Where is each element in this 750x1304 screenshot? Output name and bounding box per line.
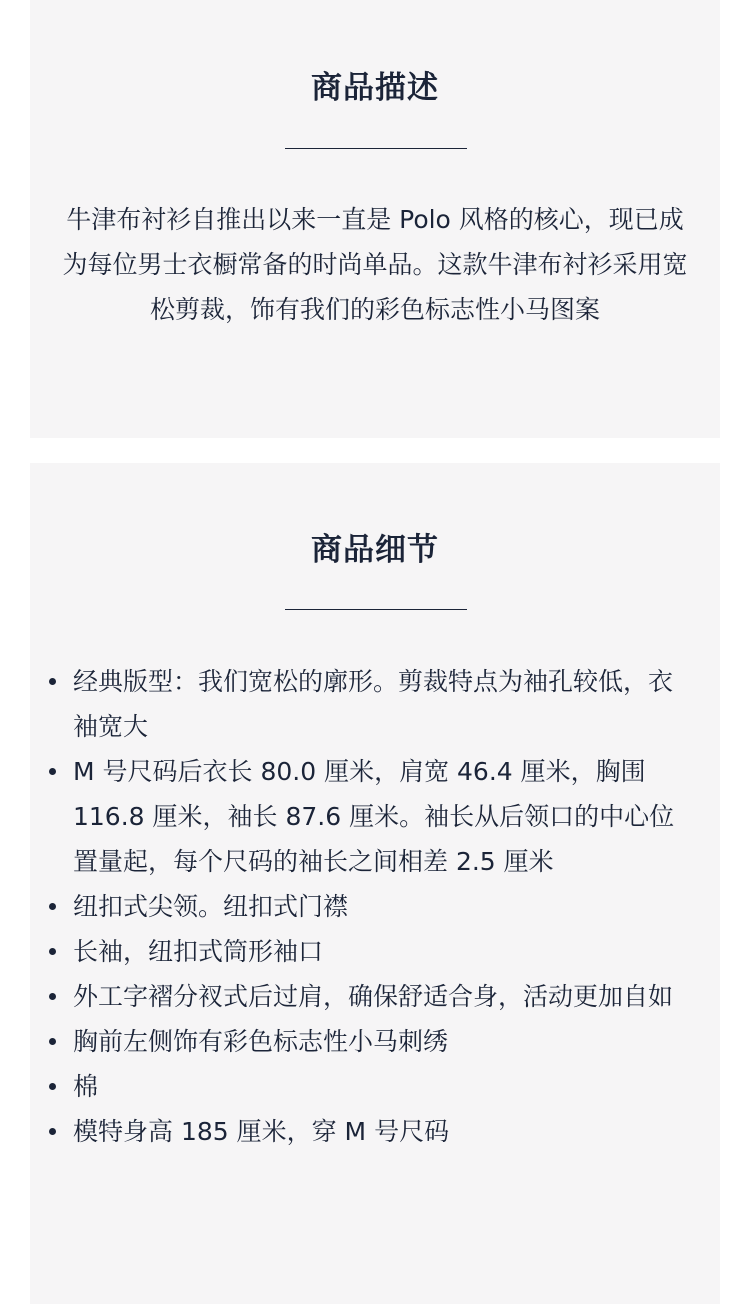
details-title: 商品细节 [311, 532, 439, 568]
list-item: 经典版型：我们宽松的廓形。剪裁特点为袖孔较低，衣袖宽大 [30, 659, 720, 749]
list-item: 纽扣式尖领。纽扣式门襟 [30, 884, 720, 929]
description-title: 商品描述 [311, 70, 439, 106]
product-description-card [30, 0, 720, 438]
list-item: 模特身高 185 厘米，穿 M 号尺码 [30, 1109, 720, 1154]
list-item: 棉 [30, 1064, 720, 1109]
list-item: 胸前左侧饰有彩色标志性小马刺绣 [30, 1019, 720, 1064]
description-divider [285, 148, 467, 149]
product-details-card [30, 463, 720, 1304]
list-item: M 号尺码后衣长 80.0 厘米，肩宽 46.4 厘米，胸围 116.8 厘米，袖长 87.6 厘米。袖长从后领口的中心位置量起，每个尺码的袖长之间相差 2.5 厘米 [30, 749, 720, 884]
list-item: 长袖，纽扣式筒形袖口 [30, 929, 720, 974]
list-item: 外工字褶分衩式后过肩，确保舒适合身，活动更加自如 [30, 974, 720, 1019]
details-list [30, 659, 720, 1154]
details-divider [285, 609, 467, 610]
description-text: 牛津布衬衫自推出以来一直是 Polo 风格的核心，现已成为每位男士衣橱常备的时尚单品。这款牛津布衬衫采用宽松剪裁，饰有我们的彩色标志性小马图案 [62, 205, 688, 324]
